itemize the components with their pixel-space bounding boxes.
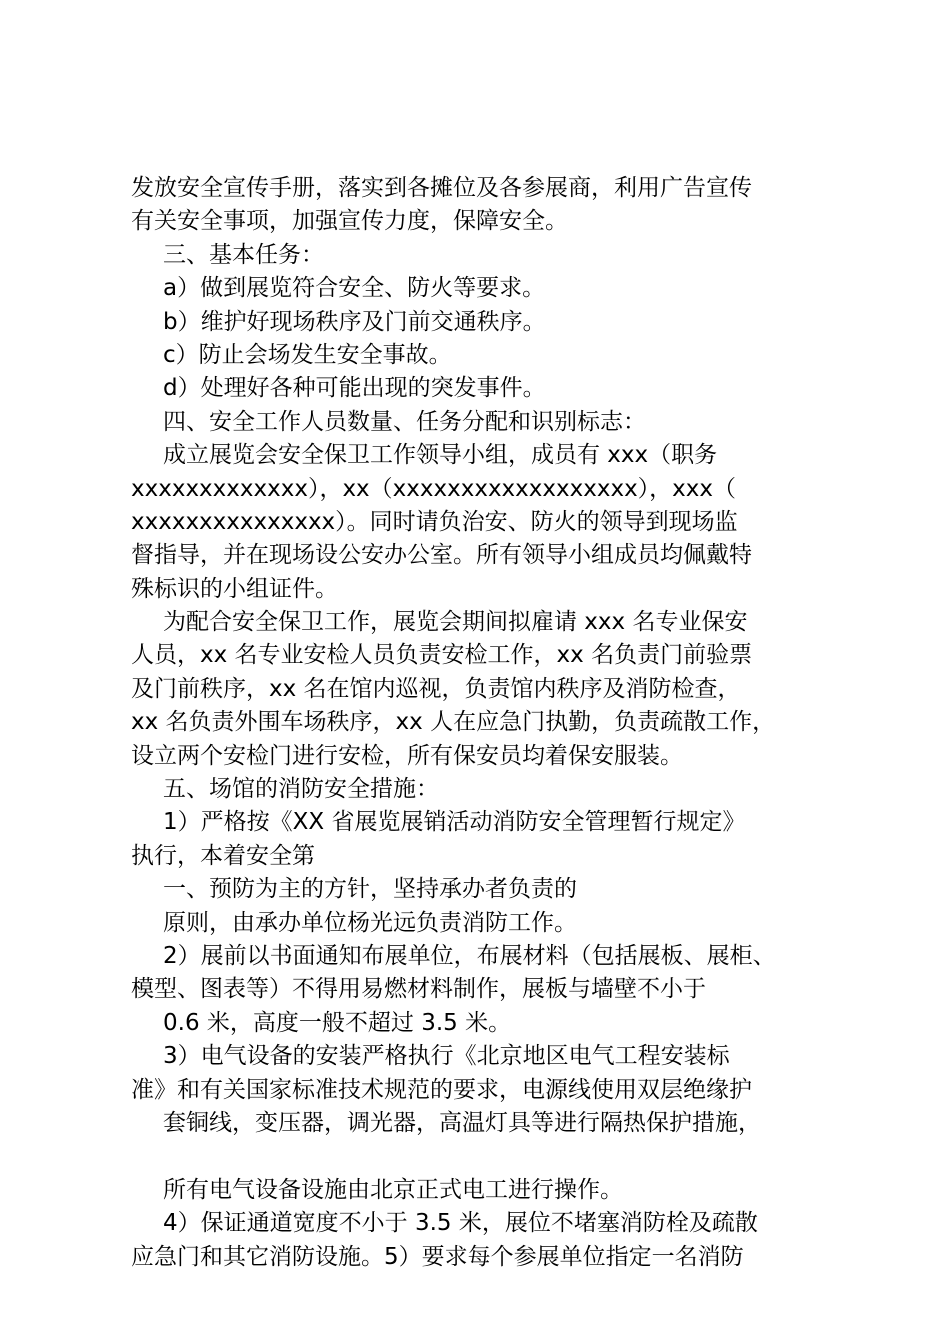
list-item: c）防止会场发生安全事故。 xyxy=(163,341,452,368)
paragraph-line: 套铜线，变压器，调光器，高温灯具等进行隔热保护措施， xyxy=(163,1109,761,1136)
paragraph-line: 0.6 米，高度一般不超过 3.5 米。 xyxy=(163,1009,512,1036)
list-item: d）处理好各种可能出现的突发事件。 xyxy=(163,375,546,402)
paragraph-line: 应急门和其它消防设施。5）要求每个参展单位指定一名消防 xyxy=(131,1243,744,1270)
list-item: 3）电气设备的安装严格执行《北京地区电气工程安装标 xyxy=(163,1043,730,1070)
document-body xyxy=(131,172,831,1274)
section-heading: 三、基本任务： xyxy=(163,241,324,268)
list-item: 4）保证通道宽度不小于 3.5 米，展位不堵塞消防栓及疏散 xyxy=(163,1210,758,1237)
section-heading: 五、场馆的消防安全措施： xyxy=(163,776,439,803)
paragraph-line: 督指导，并在现场设公安办公室。所有领导小组成员均佩戴特 xyxy=(131,542,752,569)
section-heading: 四、安全工作人员数量、任务分配和识别标志： xyxy=(163,408,646,435)
paragraph-line: 及门前秩序，xx 名在馆内巡视，负责馆内秩序及消防检查， xyxy=(131,675,741,702)
paragraph-line: 为配合安全保卫工作，展览会期间拟雇请 xxx 名专业保安 xyxy=(163,609,748,636)
blank-line xyxy=(131,1140,831,1173)
list-item: a）做到展览符合安全、防火等要求。 xyxy=(163,275,546,302)
paragraph-line: xxxxxxxxxxxxxxx）。同时请负治安、防火的领导到现场监 xyxy=(131,508,738,535)
paragraph-line: 模型、图表等）不得用易燃材料制作，展板与墙壁不小于 xyxy=(131,976,706,1003)
paragraph-line: 准》和有关国家标准技术规范的要求，电源线使用双层绝缘护 xyxy=(131,1076,752,1103)
paragraph-line: 有关安全事项，加强宣传力度，保障安全。 xyxy=(131,208,568,235)
list-item: b）维护好现场秩序及门前交通秩序。 xyxy=(163,308,546,335)
paragraph-line: 原则，由承办单位杨光远负责消防工作。 xyxy=(163,909,577,936)
paragraph-line: 设立两个安检门进行安检，所有保安员均着保安服装。 xyxy=(131,742,683,769)
list-item: 2）展前以书面通知布展单位，布展材料（包括展板、展柜、 xyxy=(163,942,776,969)
paragraph-line: 人员，xx 名专业安检人员负责安检工作，xx 名负责门前验票 xyxy=(131,642,753,669)
paragraph-line: 执行，本着安全第 xyxy=(131,842,315,869)
paragraph-line: 所有电气设备设施由北京正式电工进行操作。 xyxy=(163,1176,623,1203)
paragraph-line: 成立展览会安全保卫工作领导小组，成员有 xxx（职务 xyxy=(163,442,718,469)
list-item: 1）严格按《XX 省展览展销活动消防安全管理暂行规定》 xyxy=(163,809,746,836)
paragraph-line: xxxxxxxxxxxxx），xx（xxxxxxxxxxxxxxxxxx），xxx（ xyxy=(131,475,737,502)
paragraph-line: 一、预防为主的方针，坚持承办者负责的 xyxy=(163,876,577,903)
paragraph-line: 发放安全宣传手册，落实到各摊位及各参展商，利用广告宣传 xyxy=(131,175,752,201)
paragraph-line: xx 名负责外围车场秩序，xx 人在应急门执勤，负责疏散工作， xyxy=(131,709,776,736)
paragraph-line: 殊标识的小组证件。 xyxy=(131,575,338,602)
